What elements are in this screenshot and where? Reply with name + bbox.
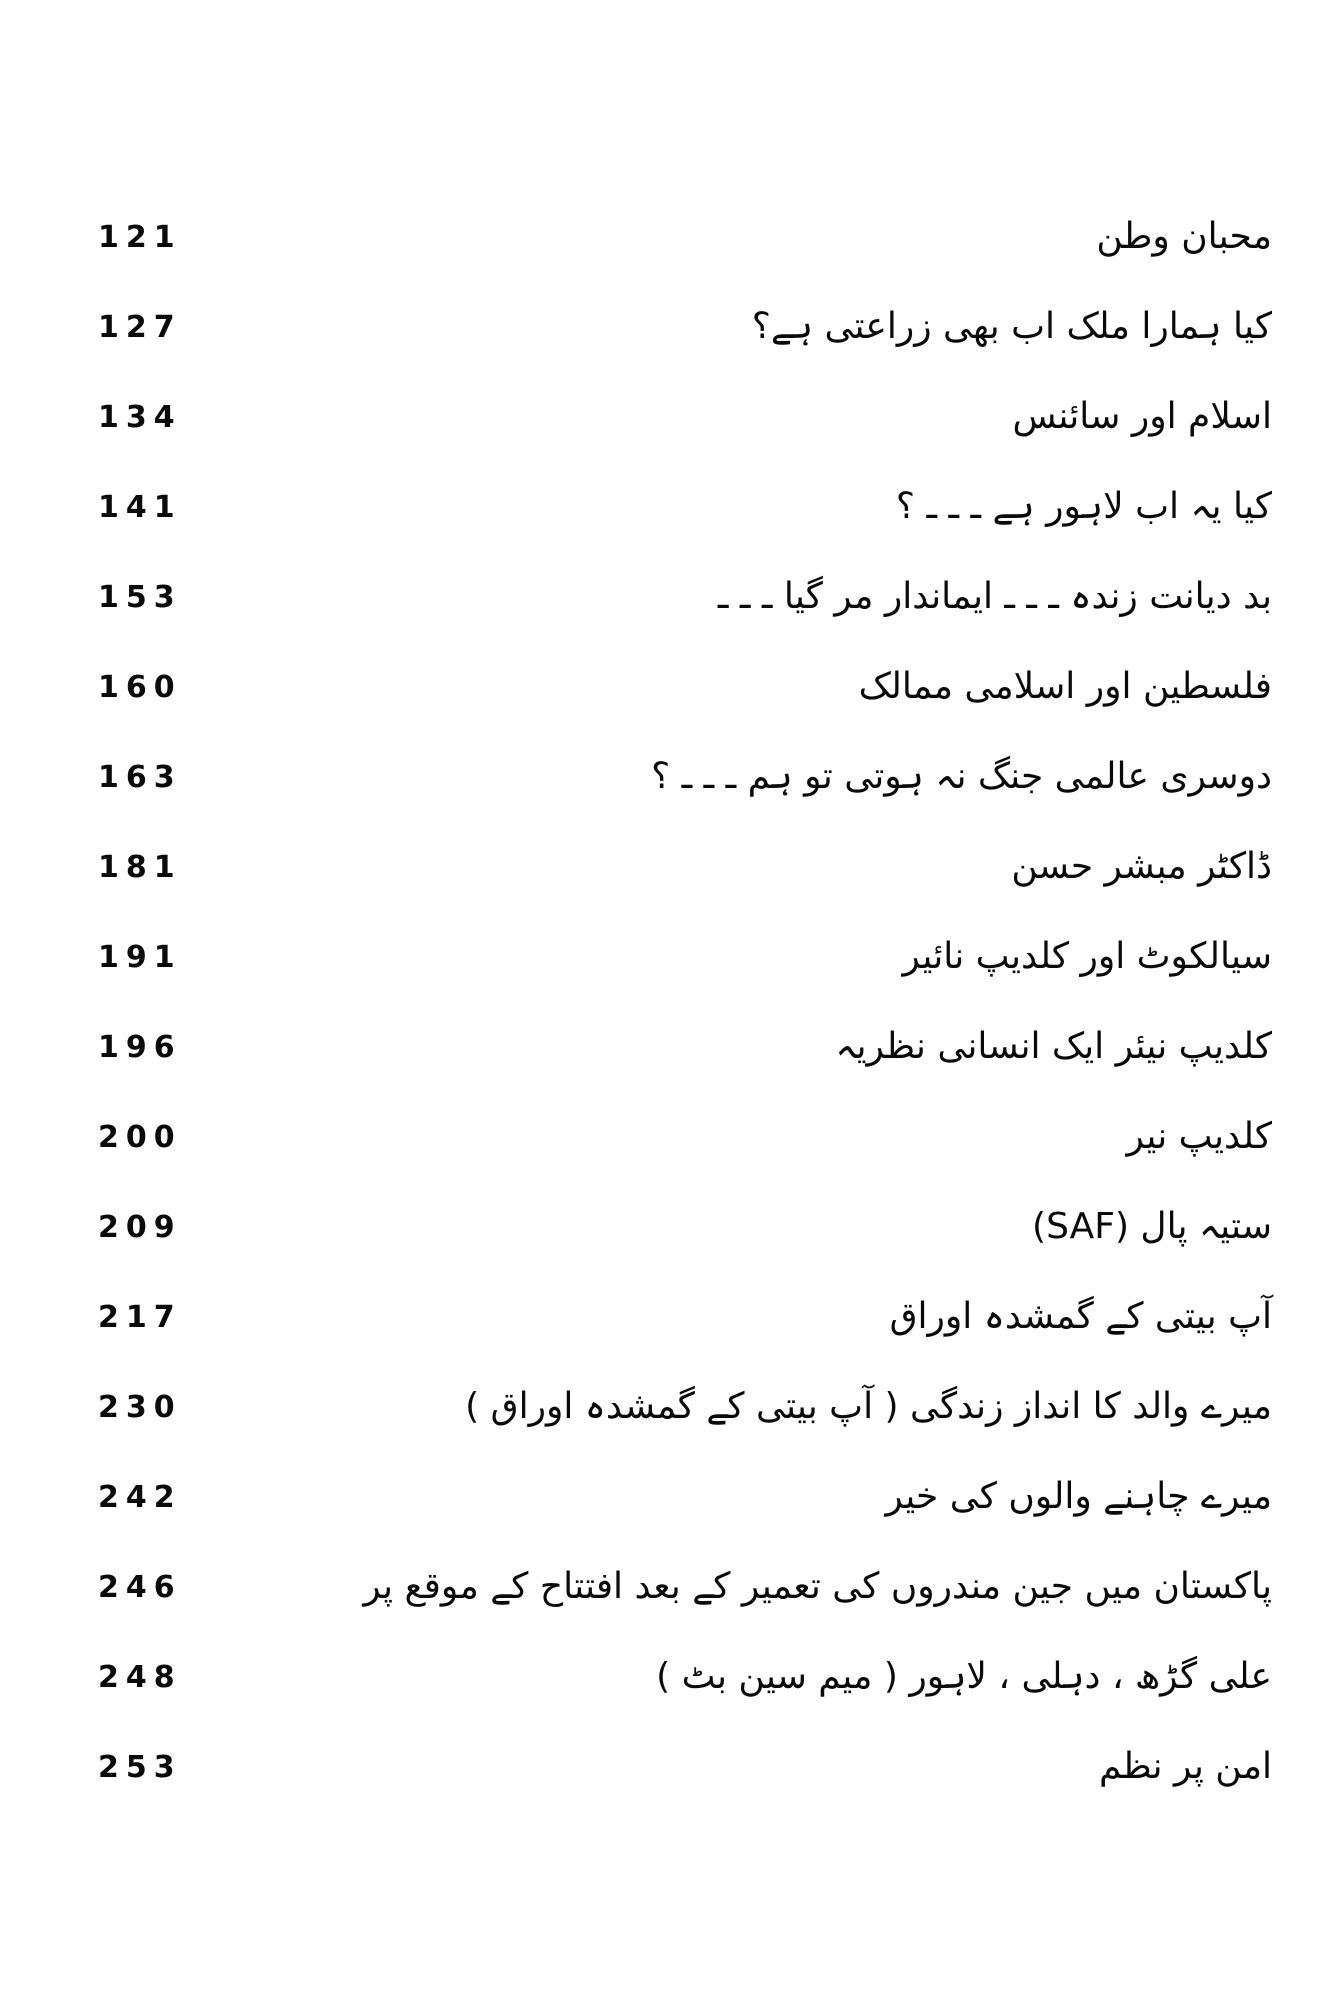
page-number: 230 bbox=[98, 1389, 182, 1425]
toc-entry bbox=[0, 912, 1342, 1002]
page-number: 134 bbox=[98, 399, 182, 435]
toc-entry bbox=[0, 1092, 1342, 1182]
chapter-title: دوسری عالمی جنگ نہ ہوتی تو ہم ـ ـ ـ ؟ bbox=[651, 755, 1272, 797]
toc-entry bbox=[0, 1272, 1342, 1362]
page-number: 200 bbox=[98, 1119, 182, 1155]
page-number: 217 bbox=[98, 1299, 182, 1335]
toc-entry bbox=[0, 552, 1342, 642]
toc-entry bbox=[0, 732, 1342, 822]
page-number: 248 bbox=[98, 1659, 182, 1695]
page-number: 121 bbox=[98, 219, 182, 255]
toc-entry bbox=[0, 1722, 1342, 1812]
chapter-title: علی گڑھ ، دہلی ، لاہور ( میم سین بٹ ) bbox=[656, 1655, 1272, 1697]
page-number: 127 bbox=[98, 309, 182, 345]
toc-entry bbox=[0, 1452, 1342, 1542]
toc-entry bbox=[0, 1182, 1342, 1272]
chapter-title: ستیہ پال (SAF) bbox=[1032, 1205, 1272, 1247]
chapter-title: میرے والد کا انداز زندگی ( آپ بیتی کے گمشدہ اوراق ) bbox=[465, 1385, 1272, 1427]
page-number: 153 bbox=[98, 579, 182, 615]
page-number: 141 bbox=[98, 489, 182, 525]
page-number: 160 bbox=[98, 669, 182, 705]
toc-entry bbox=[0, 642, 1342, 732]
toc-entry bbox=[0, 822, 1342, 912]
page-number: 191 bbox=[98, 939, 182, 975]
chapter-title: فلسطین اور اسلامی ممالک bbox=[858, 665, 1272, 707]
chapter-title: آپ بیتی کے گمشدہ اوراق bbox=[889, 1295, 1272, 1337]
chapter-title: کلدیپ نیر bbox=[1126, 1115, 1272, 1157]
chapter-title: کیا یہ اب لاہور ہے ـ ـ ـ ؟ bbox=[895, 485, 1272, 527]
toc-entry bbox=[0, 1362, 1342, 1452]
toc-entry bbox=[0, 282, 1342, 372]
page-number: 209 bbox=[98, 1209, 182, 1245]
chapter-title: بد دیانت زندہ ـ ـ ـ ایماندار مر گیا ـ ـ ـ bbox=[717, 575, 1272, 617]
chapter-title: ڈاکٹر مبشر حسن bbox=[1011, 845, 1272, 887]
toc-entry bbox=[0, 1002, 1342, 1092]
chapter-title: کیا ہمارا ملک اب بھی زراعتی ہے؟ bbox=[751, 305, 1272, 347]
toc-entry bbox=[0, 192, 1342, 282]
toc-entry bbox=[0, 372, 1342, 462]
page-number: 163 bbox=[98, 759, 182, 795]
toc-entry bbox=[0, 1632, 1342, 1722]
page-number: 181 bbox=[98, 849, 182, 885]
chapter-title: سیالکوٹ اور کلدیپ نائیر bbox=[902, 935, 1272, 977]
chapter-title: میرے چاہنے والوں کی خیر bbox=[885, 1475, 1272, 1517]
chapter-title: پاکستان میں جین مندروں کی تعمیر کے بعد افتتاح کے موقع پر bbox=[363, 1565, 1272, 1607]
page-number: 242 bbox=[98, 1479, 182, 1515]
page-number: 253 bbox=[98, 1749, 182, 1785]
toc-entry bbox=[0, 462, 1342, 552]
chapter-title: کلدیپ نیئر ایک انسانی نظریہ bbox=[835, 1025, 1272, 1067]
chapter-title: امن پر نظم bbox=[1099, 1745, 1272, 1787]
page-number: 246 bbox=[98, 1569, 182, 1605]
chapter-title: محبان وطن bbox=[1096, 215, 1272, 257]
chapter-title: اسلام اور سائنس bbox=[1012, 395, 1272, 437]
page-number: 196 bbox=[98, 1029, 182, 1065]
toc-entry bbox=[0, 1542, 1342, 1632]
